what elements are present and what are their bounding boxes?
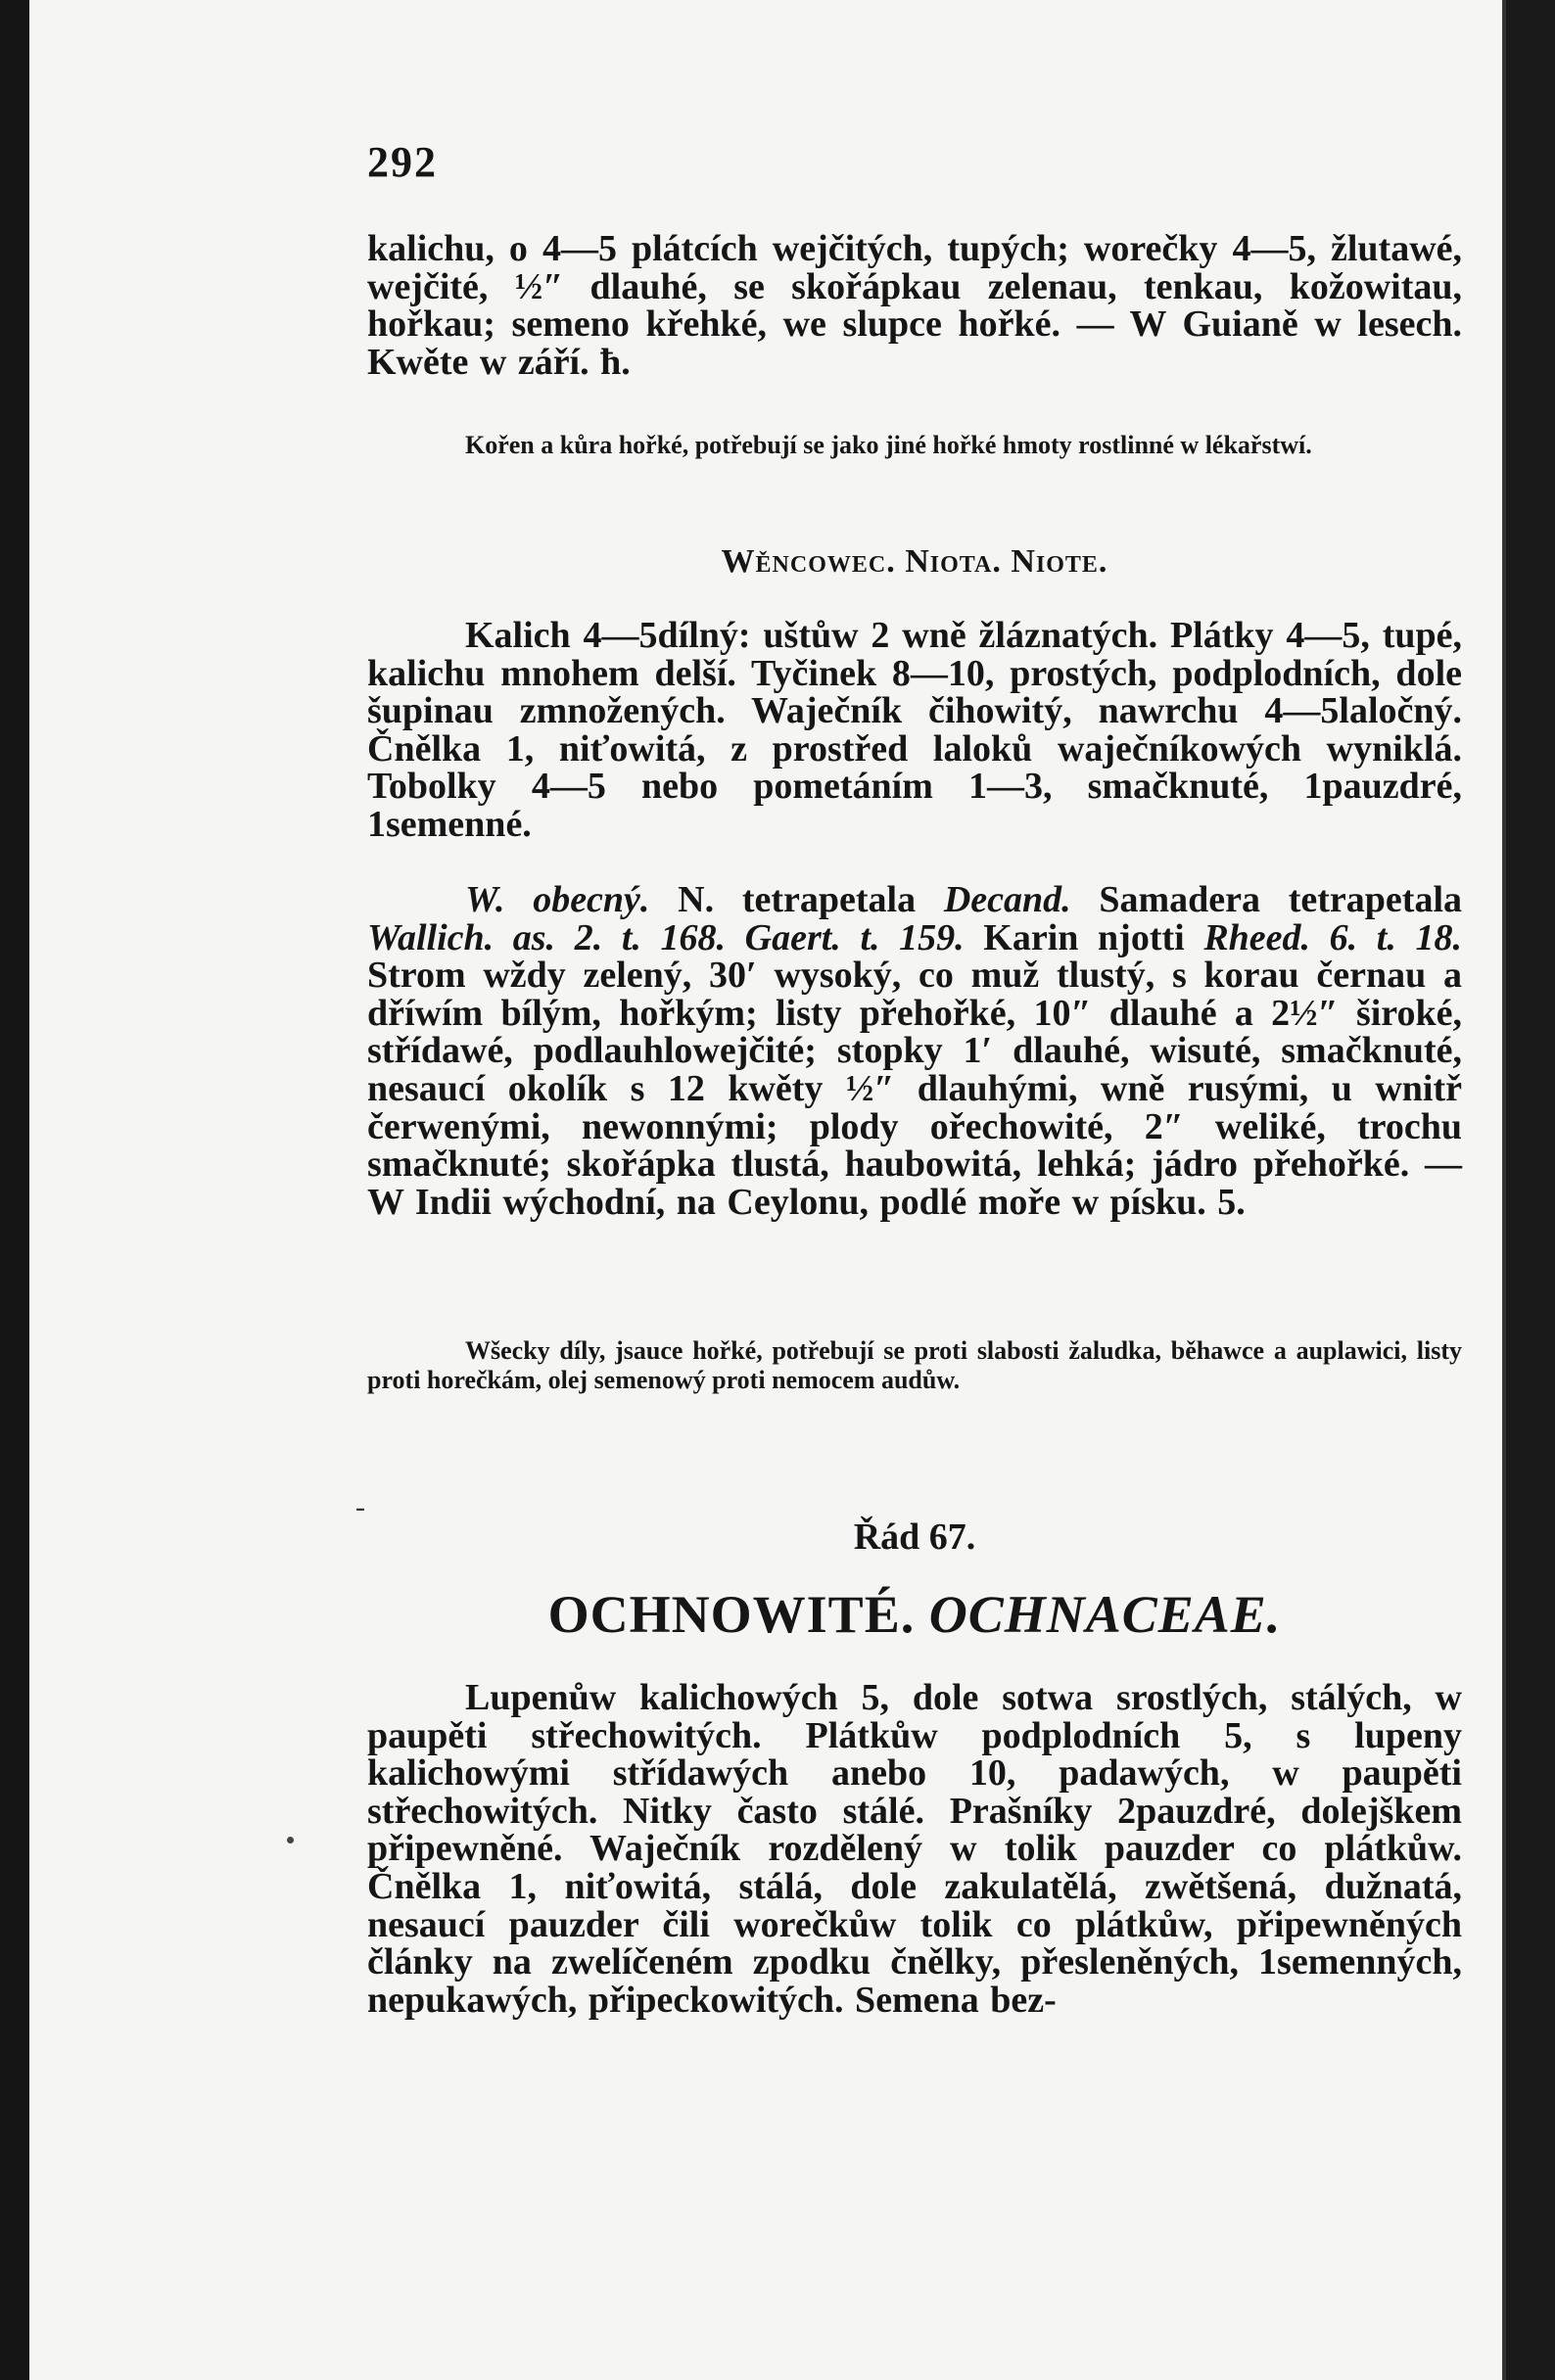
paragraph-top: kalichu, o 4—5 plátcích wejčitých, tupých; worečky 4—5, žlutawé, wejčité, ½″ dlauhé, se skořápkau zelenau, tenkau, kožowitau, hořkau; semeno křehké, we slupce hořké. — W Guianě w lesech. Kwěte w září. ħ. <box>367 228 1462 383</box>
book-page <box>29 0 1506 2380</box>
scan-edge-left <box>0 0 29 2380</box>
authority-1: Decand. <box>943 879 1071 920</box>
order-heading: Řád 67. <box>853 1517 976 1558</box>
note-species: Wšecky díly, jsauce hořké, potřebují se proti slabosti žaludka, běhawce a auplawici, listy proti horečkám, olej semenowý proti nemocem audůw. <box>367 1336 1462 1394</box>
family-description: Lupenůw kalichowých 5, dole sotwa srostlých, stálých, w paupěti střechowitých. Plátkůw podplodních 5, s lupeny kalichowými střídawých anebo 10, padawých, w paupěti střechowitých. Nitky často stálé. Prašníky 2pauzdré, dolejškem připewněné. Waječník rozdělený w tolik pauzder co plátkůw. Čnělka 1, niťowitá, stálá, dole zakulatělá, zwětšená, dužnatá, nesaucí pauzder čili worečkůw tolik co plátkůw, připewněných články na zwelíčeném zpodku čnělky, přesleněných, 1semenných, nepukawých, připeckowitých. Semena bez- <box>367 1677 1462 2021</box>
page-number: 292 <box>367 138 438 186</box>
synonym-3: Karin njotti <box>983 916 1185 958</box>
margin-dash: - <box>355 1491 365 1523</box>
synonym-1: N. tetrapetala <box>678 879 917 920</box>
family-czech: OCHNOWITÉ. <box>547 1585 916 1644</box>
scan-edge-right <box>1506 0 1555 2380</box>
family-heading <box>367 1584 1462 1645</box>
family-latin: OCHNACEAE. <box>928 1585 1282 1644</box>
authority-2: Wallich. as. 2. t. 168. Gaert. t. 159. <box>367 916 965 958</box>
authority-3: Rheed. 6. t. 18. <box>1203 916 1462 958</box>
species-entry <box>367 881 1462 1221</box>
note-top: Kořen a kůra hořké, potřebují se jako jiné hořké hmoty rostlinné w lékařstwí. <box>465 431 1312 459</box>
genus-heading: Wěncowec. Niota. Niote. <box>721 543 1108 580</box>
species-description: Strom wždy zelený, 30′ wysoký, co muž tlustý, s korau černau a dříwím bílým, hořkým; listy přehořké, 10″ dlauhé a 2½″ široké, střídawé, podlauhlowejčité; stopky 1′ dlauhé, wisuté, smačknuté, nesaucí okolík s 12 kwěty ½″ dlauhými, wně rusými, u wnitř čerwenými, newonnými; plody ořechowité, 2″ weliké, trochu smačknuté; skořápka tlustá, haubowitá, lehká; jádro přehořké. — W Indii wýchodní, na Ceylonu, podlé moře w písku. 5. <box>367 955 1462 1223</box>
species-name: W. obecný. <box>465 879 650 920</box>
genus-description: Kalich 4—5dílný: uštůw 2 wně žláznatých. Plátky 4—5, tupé, kalichu mnohem delší. Tyčinek 8—10, prostých, podplodních, dole šupinau zmnožených. Waječník čihowitý, nawrchu 4—5laločný. Čnělka 1, niťowitá, z prostřed laloků waječníkowých wyniklá. Tobolky 4—5 nebo pometáním 1—3, smačknuté, 1pauzdré, 1semenné. <box>367 615 1462 845</box>
synonym-2: Samadera tetrapetala <box>1099 879 1463 920</box>
margin-dot <box>287 1837 294 1843</box>
